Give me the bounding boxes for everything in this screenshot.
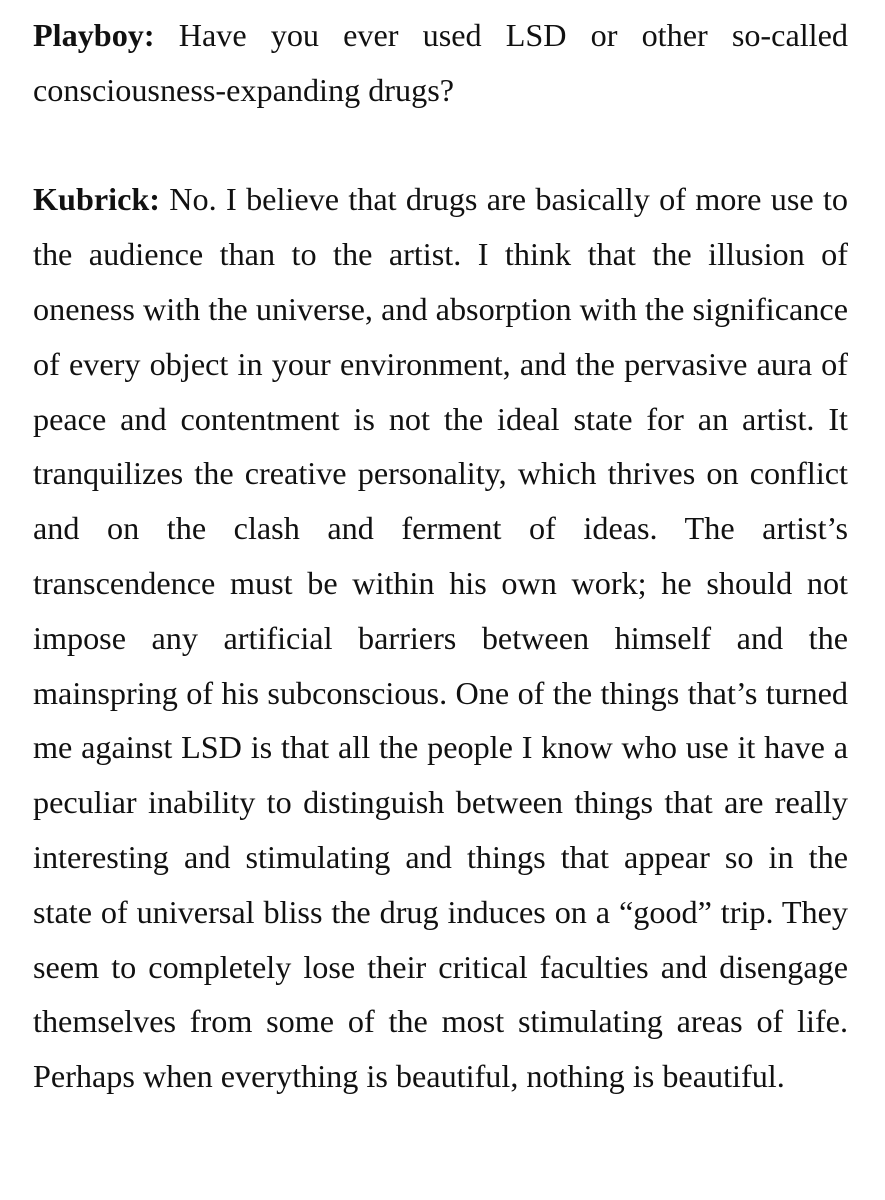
speaker-label-interviewer: Playboy:	[33, 17, 155, 53]
question-text: Have you ever used LSD or other so-called consciousness-expanding drugs?	[33, 17, 848, 108]
question-paragraph	[33, 8, 848, 118]
answer-paragraph	[33, 172, 848, 1104]
answer-text: No. I believe that drugs are basically of more use to the audience than to the artist. I think that the illusion of oneness with the universe, and absorption with the significance of every object in your environment, and the pervasive aura of peace and contentment is not the ideal state for an artist. It tranquilizes the creative personality, which thrives on conflict and on the clash and ferment of ideas. The artist’s transcendence must be within his own work; he should not impose any artificial barriers between himself and the mainspring of his subconscious. One of the things that’s turned me against LSD is that all the people I know who use it have a peculiar inability to distinguish between things that are really interesting and stimulating and things that appear so in the state of universal bliss the drug induces on a “good” trip. They seem to completely lose their critical faculties and disengage themselves from some of the most stimulating areas of life. Perhaps when everything is beautiful, nothing is beautiful.	[33, 181, 848, 1095]
speaker-label-interviewee: Kubrick:	[33, 181, 160, 218]
interview-excerpt	[33, 8, 848, 1104]
